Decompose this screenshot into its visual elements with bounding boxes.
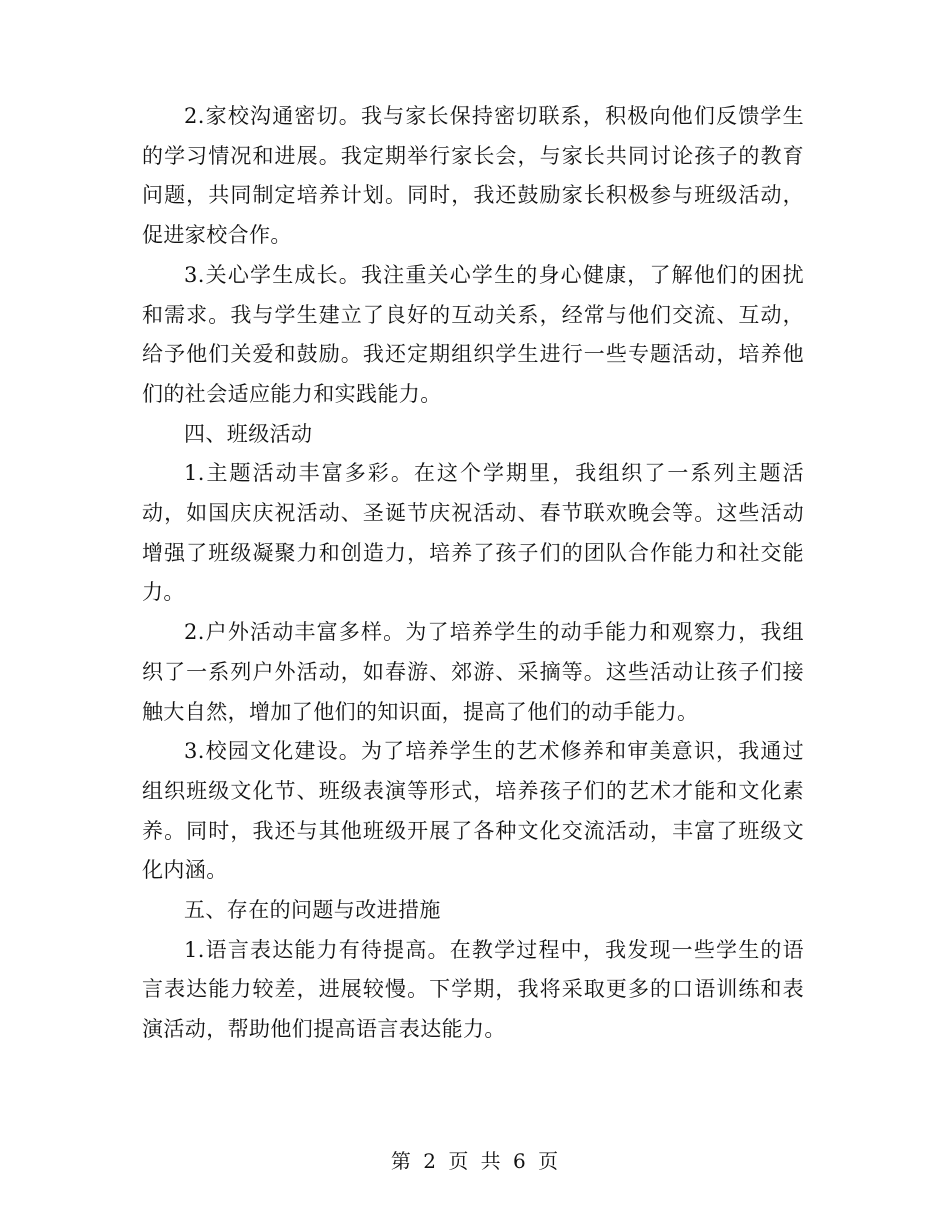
paragraph-student-growth: 3.关心学生成长。我注重关心学生的身心健康，了解他们的困扰和需求。我与学生建立了良好的互动关系，经常与他们交流、互动，给予他们关爱和鼓励。我还定期组织学生进行一些专题活动，培养他们的社会适应能力和实践能力。 (142, 262, 804, 406)
paragraph-language-expression: 1.语言表达能力有待提高。在教学过程中，我发现一些学生的语言表达能力较差，进展较慢。下学期，我将采取更多的口语训练和表演活动，帮助他们提高语言表达能力。 (142, 937, 804, 1042)
paragraph-campus-culture: 3.校园文化建设。为了培养学生的艺术修养和审美意识，我通过组织班级文化节、班级表演等形式，培养孩子们的艺术才能和文化素养。同时，我还与其他班级开展了各种文化交流活动，丰富了班级文化内涵。 (142, 739, 804, 883)
paragraph-home-school-communication: 2.家校沟通密切。我与家长保持密切联系，积极向他们反馈学生的学习情况和进展。我定期举行家长会，与家长共同讨论孩子的教育问题，共同制定培养计划。同时，我还鼓励家长积极参与班级活动，促进家校合作。 (142, 104, 804, 248)
paragraph-theme-activities: 1.主题活动丰富多彩。在这个学期里，我组织了一系列主题活动，如国庆庆祝活动、圣诞节庆祝活动、春节联欢晚会等。这些活动增强了班级凝聚力和创造力，培养了孩子们的团队合作能力和社交能力。 (142, 461, 804, 605)
paragraph-outdoor-activities: 2.户外活动丰富多样。为了培养学生的动手能力和观察力，我组织了一系列户外活动，如春游、郊游、采摘等。这些活动让孩子们接触大自然，增加了他们的知识面，提高了他们的动手能力。 (142, 620, 804, 724)
section-heading-class-activities: 四、班级活动 (184, 421, 313, 446)
document-body (142, 97, 804, 1050)
section-heading-problems-improvements: 五、存在的问题与改进措施 (184, 898, 441, 923)
page-number-footer: 第 2 页 共 6 页 (390, 1149, 560, 1173)
